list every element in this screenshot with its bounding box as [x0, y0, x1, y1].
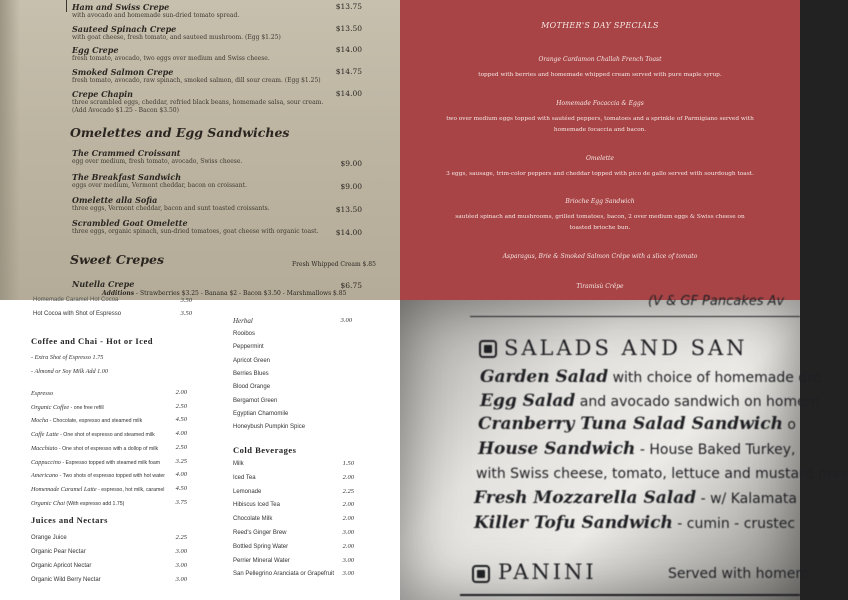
additions-text: - Strawberries $3.25 - Banana $2 - Bacon $3.50 - Marshmallows $.85 [136, 290, 347, 297]
item-price: 3.00 [342, 570, 354, 578]
item-desc: - Espresso topped with steamed milk foam [60, 459, 161, 466]
item-name: Perrier Mineral Water [233, 557, 290, 564]
item-price: 4.50 [175, 416, 187, 424]
section-heading: Coffee and Chai - Hot or Iced [31, 336, 153, 346]
item-name: Iced Tea [233, 474, 256, 481]
section-heading: Sweet Crepes [70, 252, 165, 267]
item-name: Herbal [233, 317, 253, 325]
item-name: Ham and Swiss Crepe [72, 2, 170, 12]
item-name: Egg Salad [480, 391, 576, 411]
special-desc: toasted brioche bun. [569, 225, 631, 231]
menu-fragment: (V & GF Pancakes Av [648, 294, 785, 309]
menu-row [31, 459, 160, 466]
item-price: 3.00 [175, 576, 187, 583]
item-name: Organic Apricot Nectar [31, 563, 92, 569]
menu-rule [470, 316, 800, 317]
item-name: Organic Pear Nectar [31, 549, 86, 555]
additions-line [102, 290, 346, 297]
item-desc: egg over medium, fresh tomato, avocado, Swiss cheese. [72, 158, 243, 165]
item-desc: - one free refill [69, 404, 104, 411]
item-price: 2.00 [342, 501, 354, 509]
menu-item [72, 279, 392, 289]
menu-item [72, 172, 392, 190]
item-price: $9.00 [340, 182, 362, 191]
item-desc: - One shot of espresso with a dollop of milk [57, 445, 159, 452]
item-name: Bergamot Green [233, 397, 278, 404]
item-desc: o [782, 417, 796, 433]
special-name: Tiramisù Crêpe [576, 283, 624, 290]
item-name: Cranberry Tuna Salad Sandwich [478, 414, 783, 434]
item-desc: fresh tomato, avocado, two eggs over medium and Swiss cheese. [72, 55, 270, 62]
item-desc: with avocado and homemade sun-dried tomato spread. [72, 12, 240, 19]
special-name: Asparagus, Brie & Smoked Salmon Crêpe with a slice of tomato [502, 253, 698, 260]
item-price: 2.50 [175, 402, 187, 410]
item-name: Peppermint [233, 344, 264, 351]
item-price: 3.00 [175, 562, 187, 569]
item-name: Sauteed Spinach Crepe [72, 24, 177, 34]
item-name: House Sandwich [478, 439, 636, 459]
whipped-cream-price: Fresh Whipped Cream $.85 [292, 261, 376, 268]
square-bullet-icon [472, 565, 490, 583]
mothers-day-specials [400, 0, 800, 300]
menu-item [72, 67, 392, 85]
menu-row [31, 417, 142, 424]
special-desc: topped with berries and homemade whipped cream served with pure maple syrup. [478, 72, 722, 78]
section-heading: PANINI [498, 560, 597, 584]
item-name: Lemonade [233, 488, 262, 495]
item-desc: three eggs, organic spinach, sun-dried tomatoes, goat cheese with organic toast. [72, 228, 319, 235]
item-name: Fresh Mozzarella Salad [474, 488, 697, 508]
item-name: Orange Juice [31, 535, 67, 541]
item-name: Cappuccino [31, 458, 61, 466]
item-price: 4.00 [175, 471, 187, 479]
specials-title: MOTHER'S DAY SPECIALS [541, 21, 659, 30]
section-heading: Cold Beverages [233, 445, 297, 455]
item-price: 3.00 [342, 556, 354, 564]
item-price: 2.00 [342, 542, 354, 550]
item-name: Killer Tofu Sandwich [474, 513, 673, 533]
item-price: 3.50 [180, 310, 192, 317]
item-name: Apricot Green [233, 357, 271, 364]
item-price: 3.00 [340, 317, 352, 324]
special-name: Omelette [585, 155, 614, 162]
item-name: Caffe Latte [31, 431, 59, 439]
item-desc: - w/ Kalamata [696, 491, 797, 507]
menu-line [474, 488, 797, 508]
item-price: 2.25 [342, 487, 354, 495]
item-price: 2.00 [342, 473, 354, 481]
item-price: 2.00 [342, 515, 354, 523]
menu-item [72, 89, 392, 114]
item-name: Blood Orange [233, 384, 271, 391]
section-note: Served with homem [668, 566, 809, 582]
item-name: Organic Wild Berry Nectar [31, 577, 101, 583]
item-desc: and avocado sandwich on homem [575, 394, 820, 410]
menu-line [478, 439, 795, 459]
menu-row [31, 500, 124, 507]
item-desc: eggs over medium, Vermont cheddar, bacon on croissant. [72, 182, 247, 189]
item-price: $9.00 [340, 159, 362, 168]
item-desc: - One shot of espresso and steamed milk [58, 432, 155, 439]
item-price: 3.00 [342, 529, 354, 536]
menu-item [72, 218, 392, 236]
item-desc: - cumin - crustec [672, 516, 796, 532]
item-name: Rooibos [233, 331, 256, 337]
item-name: Macchiato [31, 444, 58, 452]
item-desc: three scrambled eggs, cheddar, refried black beans, homemade salsa, sour cream. [72, 99, 324, 106]
additions-label: Additions [102, 290, 135, 297]
menu-line [474, 513, 795, 533]
item-desc-extra: (Add Avocado $1.25 - Bacon $3.50) [72, 106, 179, 114]
menu-item [72, 148, 392, 166]
item-desc: - House Baked Turkey, [635, 442, 796, 458]
item-price: $14.00 [335, 45, 362, 54]
section-heading: SALADS AND SAN [504, 336, 748, 360]
item-name: Organic Chai [31, 499, 65, 507]
special-desc: two over medium eggs topped with sautéed peppers, tomatoes and a sprinkle of Parmigiano served with [446, 116, 754, 122]
item-name: Crepe Chapin [72, 89, 133, 99]
menu-item [72, 2, 392, 20]
item-price: $13.50 [335, 205, 362, 214]
menu-line [480, 391, 819, 411]
item-price: 2.00 [175, 389, 187, 396]
item-name: Scrambled Goat Omelette [72, 218, 188, 228]
item-price: 4.00 [175, 430, 187, 438]
item-price: $6.75 [340, 281, 362, 290]
special-desc: homemade focaccia and bacon. [553, 127, 647, 133]
item-name: The Crammed Croissant [72, 148, 181, 158]
item-name: Bottled Spring Water [233, 543, 289, 550]
menu-row [31, 445, 158, 452]
item-name: Espresso [31, 390, 54, 397]
menu-row [31, 390, 53, 397]
item-name: Milk [233, 461, 244, 467]
item-price: 4.50 [175, 484, 187, 492]
drinks-menu [0, 297, 400, 600]
item-name: Homemade Caramel Latte [31, 485, 97, 493]
salads-menu-photo [400, 294, 848, 600]
extra-option: - Almond or Soy Milk Add 1.00 [31, 368, 108, 375]
item-price: 3.00 [175, 548, 187, 555]
item-desc: fresh tomato, avocado, raw spinach, smoked salmon, dill sour cream. (Egg $1.25) [72, 77, 321, 84]
menu-row [31, 431, 155, 438]
item-name: Honeybush Pumpkin Spice [233, 424, 306, 431]
item-name: The Breakfast Sandwich [72, 172, 182, 182]
menu-item [72, 24, 392, 42]
item-price: 1.50 [342, 460, 354, 467]
item-price: $14.00 [335, 228, 362, 237]
menu-line [480, 367, 821, 387]
item-desc: with Swiss cheese, tomato, lettuce and mustard may [476, 466, 848, 482]
item-name: Hibiscus Iced Tea [233, 502, 280, 509]
item-name: Berries Blues [233, 370, 269, 377]
item-price: $14.75 [335, 67, 362, 76]
item-name: Egyptian Chamomile [233, 410, 289, 417]
section-heading: Omelettes and Egg Sandwiches [70, 125, 290, 140]
item-name: Garden Salad [480, 367, 609, 387]
special-name: Brioche Egg Sandwich [565, 198, 635, 205]
item-price: 3.50 [180, 297, 192, 304]
menu-item [72, 195, 392, 213]
item-desc: - Two shots of espresso topped with hot water [58, 473, 166, 480]
item-name: Organic Coffee [31, 403, 70, 411]
item-desc: - espresso, hot milk, caramel [96, 486, 165, 493]
special-desc: sautéed spinach and mushrooms, grilled tomatoes, bacon, 2 over medium eggs & Swiss cheese on [455, 214, 745, 220]
item-name: Mocha [31, 417, 49, 425]
menu-rule [460, 594, 800, 596]
special-name: Orange Cardamon Challah French Toast [538, 56, 662, 63]
item-price: 2.25 [175, 534, 187, 541]
item-name: San Pellegrino Aranciata or Grapefruit [233, 571, 335, 578]
item-desc: three eggs, Vermont cheddar, bacon and sunt toasted croissants. [72, 205, 270, 212]
special-name: Homemade Focaccia & Eggs [556, 100, 644, 107]
item-desc: with choice of homemade dre [608, 370, 822, 386]
menu-line [478, 414, 796, 434]
extra-option: - Extra Shot of Espresso 1.75 [31, 354, 104, 361]
item-name: Homemade Caramel Hot Cocoa [33, 297, 119, 303]
item-price: $13.50 [335, 24, 362, 33]
item-price: 3.25 [175, 457, 187, 465]
square-bullet-icon [479, 340, 497, 358]
item-name: Nutella Crepe [72, 279, 135, 289]
item-price: 2.50 [175, 443, 187, 451]
item-desc: with goat cheese, fresh tomato, and sauteed mushroom. (Egg $1.25) [72, 34, 281, 41]
item-name: Omelette alla Sofia [72, 195, 158, 205]
menu-line [476, 463, 848, 482]
item-name: Chocolate Milk [233, 516, 273, 523]
menu-row [31, 472, 165, 479]
crepe-menu-photo [0, 0, 400, 300]
item-name: Hot Cocoa with Shot of Espresso [33, 311, 122, 317]
item-name: Reed's Ginger Brew [233, 530, 287, 536]
item-desc: - Chocolate, espresso and steamed milk [48, 418, 143, 425]
item-name: Smoked Salmon Crepe [72, 67, 174, 77]
menu-row [31, 486, 164, 493]
item-desc: (With espresso add 1.75) [64, 500, 125, 507]
item-price: 3.75 [175, 498, 187, 506]
menu-rule [66, 0, 67, 12]
section-heading: Juices and Nectars [31, 515, 108, 525]
menu-item [72, 45, 392, 63]
item-price: $13.75 [335, 2, 362, 11]
item-name: Egg Crepe [72, 45, 119, 55]
menu-row [31, 404, 104, 411]
special-desc: 3 eggs, sausage, trim-color peppers and cheddar topped with pico de gallo served with sourdough toast. [446, 171, 754, 177]
item-name: Americano [31, 472, 59, 480]
item-price: $14.00 [335, 89, 362, 98]
